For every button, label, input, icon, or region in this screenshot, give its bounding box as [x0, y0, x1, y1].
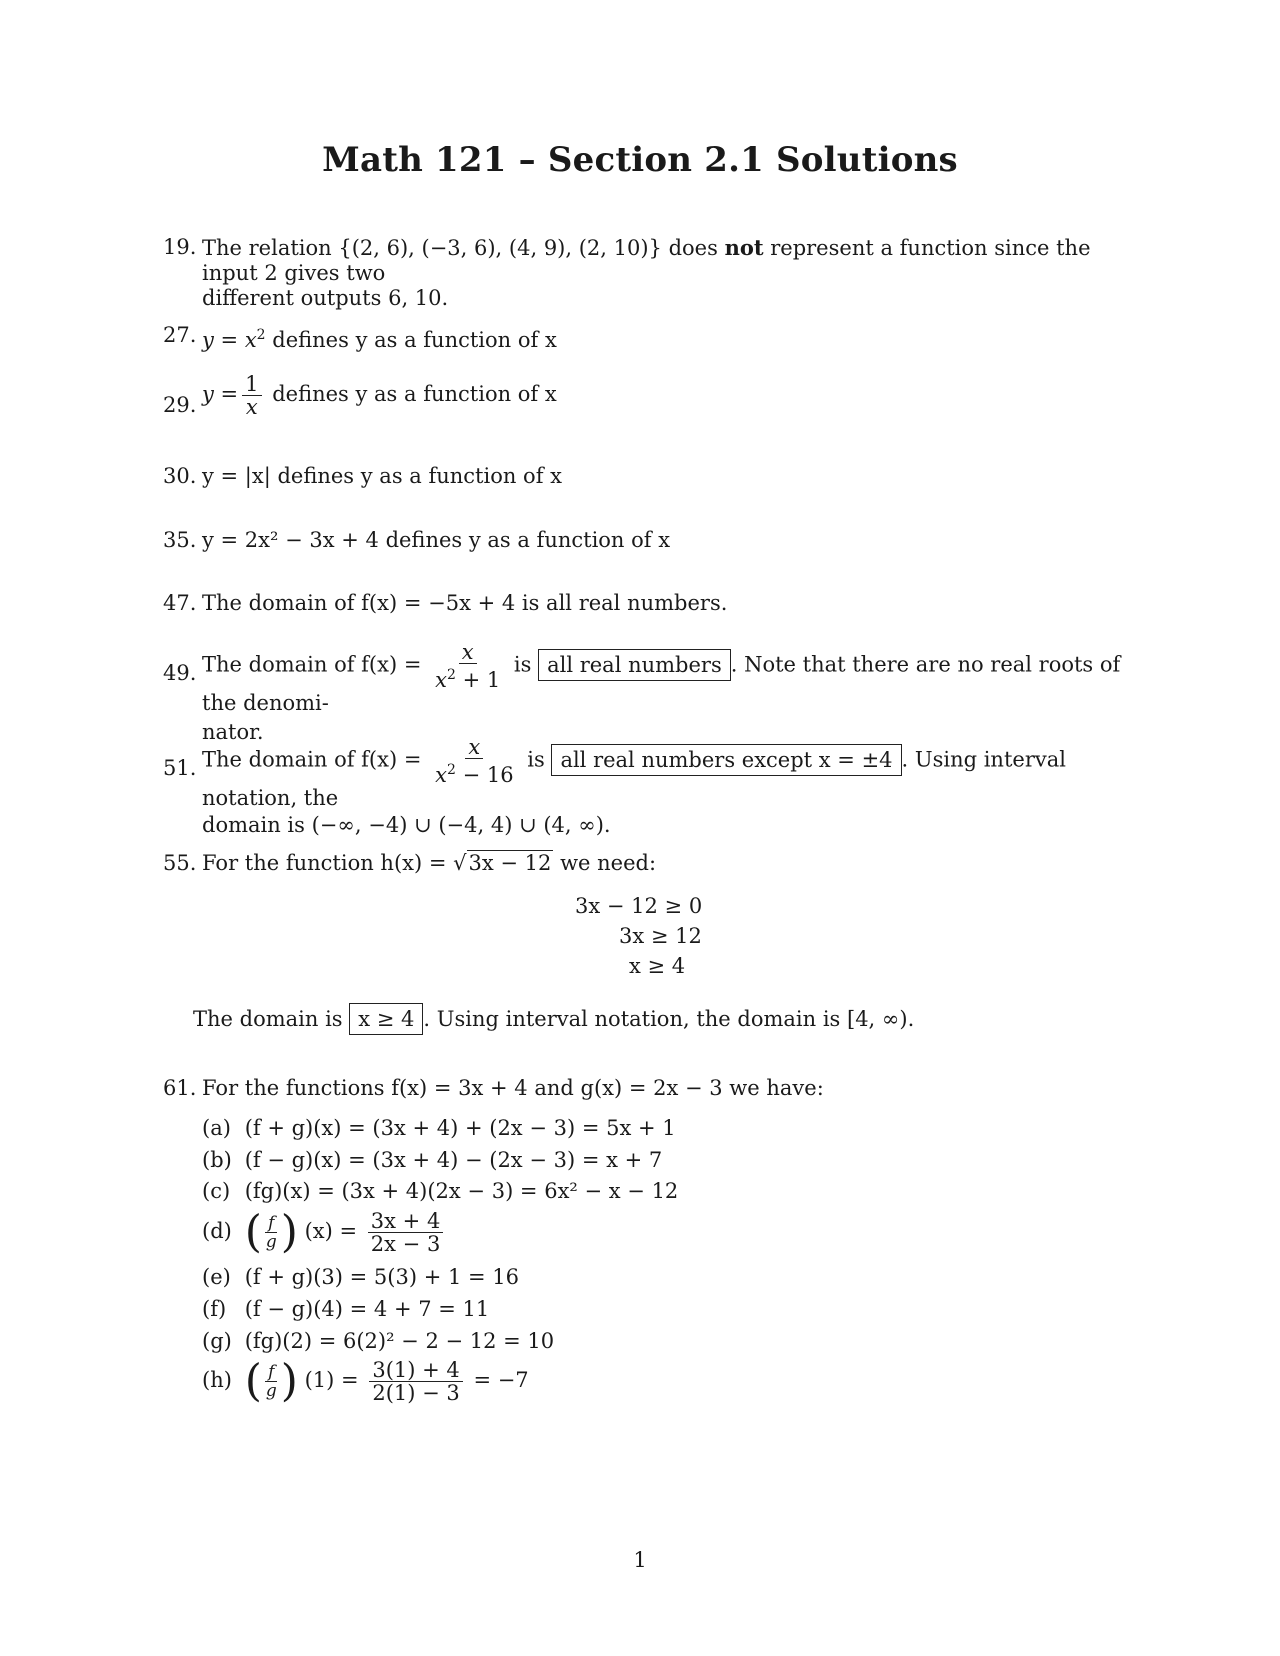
problem-text: defines y as a function of x [272, 328, 557, 352]
problem-number: 19. [163, 235, 197, 259]
part-label: (b) [202, 1148, 232, 1172]
part-text: (f + g)(3) = 5(3) + 1 = 16 [244, 1265, 520, 1289]
problem-19 [163, 235, 1133, 311]
part-c [202, 1179, 1102, 1203]
part-result: = −7 [473, 1368, 529, 1392]
is-word: is [527, 747, 545, 772]
part-a [202, 1116, 1102, 1140]
problem-55-domain [193, 1003, 1163, 1035]
domain-text: The domain is [193, 1007, 343, 1031]
part-label: (c) [202, 1179, 231, 1203]
problem-text: y = |x| defines y as a function of x [202, 464, 562, 488]
denominator: 2(1) − 3 [372, 1381, 460, 1405]
inequality-3: x ≥ 4 [629, 954, 686, 978]
part-b [202, 1148, 1102, 1172]
problem-text-post: . Using interval notation, the [202, 747, 1066, 810]
problem-text-post: we need: [560, 851, 657, 875]
fraction [369, 1359, 462, 1404]
boxed-answer: x ≥ 4 [349, 1003, 423, 1035]
part-f [202, 1297, 1102, 1321]
problem-number: 47. [163, 591, 197, 615]
domain-text-post: . Using interval notation, the domain is [4, ∞). [423, 1007, 915, 1031]
part-text: (f − g)(x) = (3x + 4) − (2x − 3) = x + 7 [244, 1148, 663, 1172]
fraction [368, 1210, 444, 1255]
page-number: 1 [633, 1548, 647, 1572]
problem-text: defines y as a function of x [272, 382, 557, 406]
numerator: 3x + 4 [368, 1210, 444, 1233]
emphasis-not: not [724, 235, 764, 260]
problem-30 [163, 464, 1133, 489]
problem-number: 49. [163, 661, 197, 685]
problem-text-line2: domain is (−∞, −4) ∪ (−4, 4) ∪ (4, ∞). [202, 813, 611, 837]
problem-35 [163, 528, 1133, 553]
numerator: 3(1) + 4 [369, 1359, 462, 1382]
denominator: 2x − 3 [370, 1232, 441, 1256]
problem-number: 55. [163, 851, 197, 875]
problem-text: The domain of f(x) = [202, 652, 422, 677]
problem-47 [163, 591, 1133, 616]
problem-text-post: . Note that there are no real roots of the denomi- [202, 652, 1121, 715]
problem-number: 35. [163, 528, 197, 552]
problem-51 [163, 735, 1133, 838]
problem-49 [163, 640, 1133, 745]
part-h: (h) ( $\frac{f}{g}$ ) (1) = $\frac{3(1) + 4}{2(1) - 3}$ = −7 [202, 1355, 529, 1407]
problem-intro: For the functions f(x) = 3x + 4 and g(x) = 2x − 3 we have: [202, 1076, 824, 1100]
fraction: $\frac{x}{x^2 + 1}$ [435, 640, 501, 692]
problem-number: 51. [163, 756, 197, 780]
part-text: (fg)(2) = 6(2)² − 2 − 12 = 10 [244, 1329, 555, 1353]
problem-text: y = 2x² − 3x + 4 defines y as a function of x [202, 528, 671, 552]
part-text: (f − g)(4) = 4 + 7 = 11 [244, 1297, 490, 1321]
boxed-answer: all real numbers [538, 649, 731, 681]
part-g [202, 1329, 1102, 1353]
problem-text-cont: represent a function since the input 2 gives two [202, 236, 1091, 285]
part-e [202, 1265, 1102, 1289]
problem-61 [163, 1076, 1133, 1101]
inequality-2: 3x ≥ 12 [619, 924, 702, 948]
part-text: (f + g)(x) = (3x + 4) + (2x − 3) = 5x + 1 [244, 1116, 676, 1140]
problem-text: The domain of f(x) = −5x + 4 is all real numbers. [202, 591, 728, 615]
problem-text-line2: different outputs 6, 10. [202, 286, 449, 310]
part-label: (h) [202, 1368, 232, 1392]
part-label: (g) [202, 1329, 232, 1353]
problem-29: 29. y = $\frac{1}{x}$ defines y as a function of x [163, 372, 557, 419]
problem-number: 30. [163, 464, 197, 488]
boxed-answer: all real numbers except x = ±4 [551, 744, 901, 776]
part-arg: (1) = [304, 1368, 359, 1392]
part-label: (f) [202, 1297, 227, 1321]
problem-number: 27. [163, 323, 197, 347]
part-text: (fg)(x) = (3x + 4)(2x − 3) = 6x² − x − 12 [244, 1179, 679, 1203]
part-label: (e) [202, 1265, 231, 1289]
part-label: (a) [202, 1116, 231, 1140]
problem-27: 27. $y = x^2$ defines y as a function of x [163, 323, 557, 352]
problem-text: The relation {(2, 6), (−3, 6), (4, 9), (2, 10)} does [202, 236, 718, 260]
part-label: (d) [202, 1219, 232, 1243]
is-word: is [513, 652, 532, 677]
f-over-g: $\frac{f}{g}$ [265, 1362, 277, 1401]
page-title: Math 121 – Section 2.1 Solutions [322, 140, 958, 180]
problem-number: 29. [163, 393, 197, 417]
fraction: $\frac{1}{x}$ [242, 373, 261, 418]
problem-text-line2: nator. [202, 720, 264, 744]
inequality-1: 3x − 12 ≥ 0 [575, 894, 703, 918]
problem-number: 61. [163, 1076, 197, 1100]
radicand: 3x − 12 [468, 851, 552, 875]
problem-text: The domain of f(x) = [202, 747, 422, 772]
problem-text: For the function h(x) = [202, 851, 447, 875]
f-over-g: $\frac{f}{g}$ [265, 1213, 277, 1252]
problem-55: 55. For the function h(x) = √3x − 12 we need: [163, 851, 657, 875]
part-d: (d) ( $\frac{f}{g}$ ) (x) = $\frac{3x + 4}{2x - 3}$ [202, 1210, 1102, 1255]
fraction: $\frac{x}{x^2 - 16}$ [435, 735, 514, 787]
part-arg: (x) = [304, 1219, 358, 1243]
